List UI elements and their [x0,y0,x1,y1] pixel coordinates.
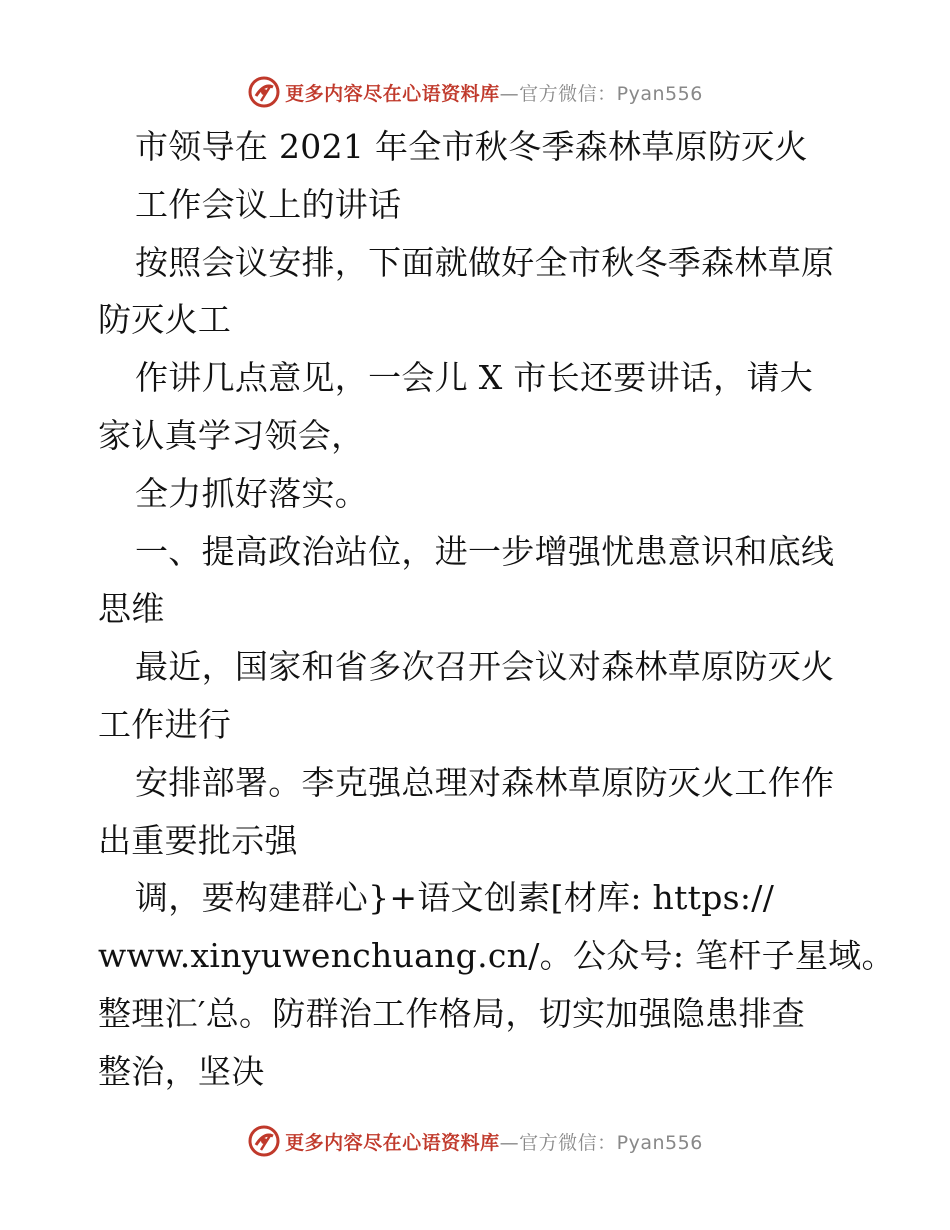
document-body [98,118,895,1101]
doc-line: 整治，坚决 [98,1051,265,1091]
doc-line: 按照会议安排，下面就做好全市秋冬季森林草原 [135,242,835,282]
doc-line: 家认真学习领会， [98,415,365,455]
banner-brand-text: 更多内容尽在心语资料库 [285,82,500,105]
doc-line: 最近，国家和省多次召开会议对森林草原防灭火 [135,647,835,687]
doc-line: 安排部署。李克强总理对森林草原防灭火工作作 [135,762,835,802]
doc-line-title-1: 市领导在 2021 年全市秋冬季森林草原防灭火 [135,127,808,166]
doc-line-title-2: 工作会议上的讲话 [135,184,402,224]
doc-line: 出重要批示强 [98,820,298,860]
header-watermark-banner [0,72,950,112]
doc-line: www.xinyuwenchuang.cn/。公众号: 笔杆子星域。 [98,936,895,976]
doc-line: 作讲几点意见，一会儿 X 市长还要讲话，请大 [135,358,814,398]
banner-contact-text: —官方微信：Pyan556 [499,1131,703,1154]
banner-brand-text: 更多内容尽在心语资料库 [285,1131,500,1154]
brand-logo-icon [247,75,281,109]
doc-line-section-heading: 一、提高政治站位，进一步增强忧患意识和底线 [135,531,835,571]
doc-line: 全力抓好落实。 [135,473,369,513]
doc-line: 整理汇′总。防群治工作格局，切实加强隐患排查 [98,993,806,1033]
doc-line: 工作进行 [98,704,232,744]
brand-logo-icon [247,1124,281,1158]
doc-line: 思维 [98,589,165,629]
banner-contact-text: —官方微信：Pyan556 [499,82,703,105]
footer-watermark-banner [0,1121,950,1161]
doc-line: 防灭火工 [98,300,232,340]
doc-line: 调，要构建群心}+语文创素[材库: https:// [135,878,775,918]
